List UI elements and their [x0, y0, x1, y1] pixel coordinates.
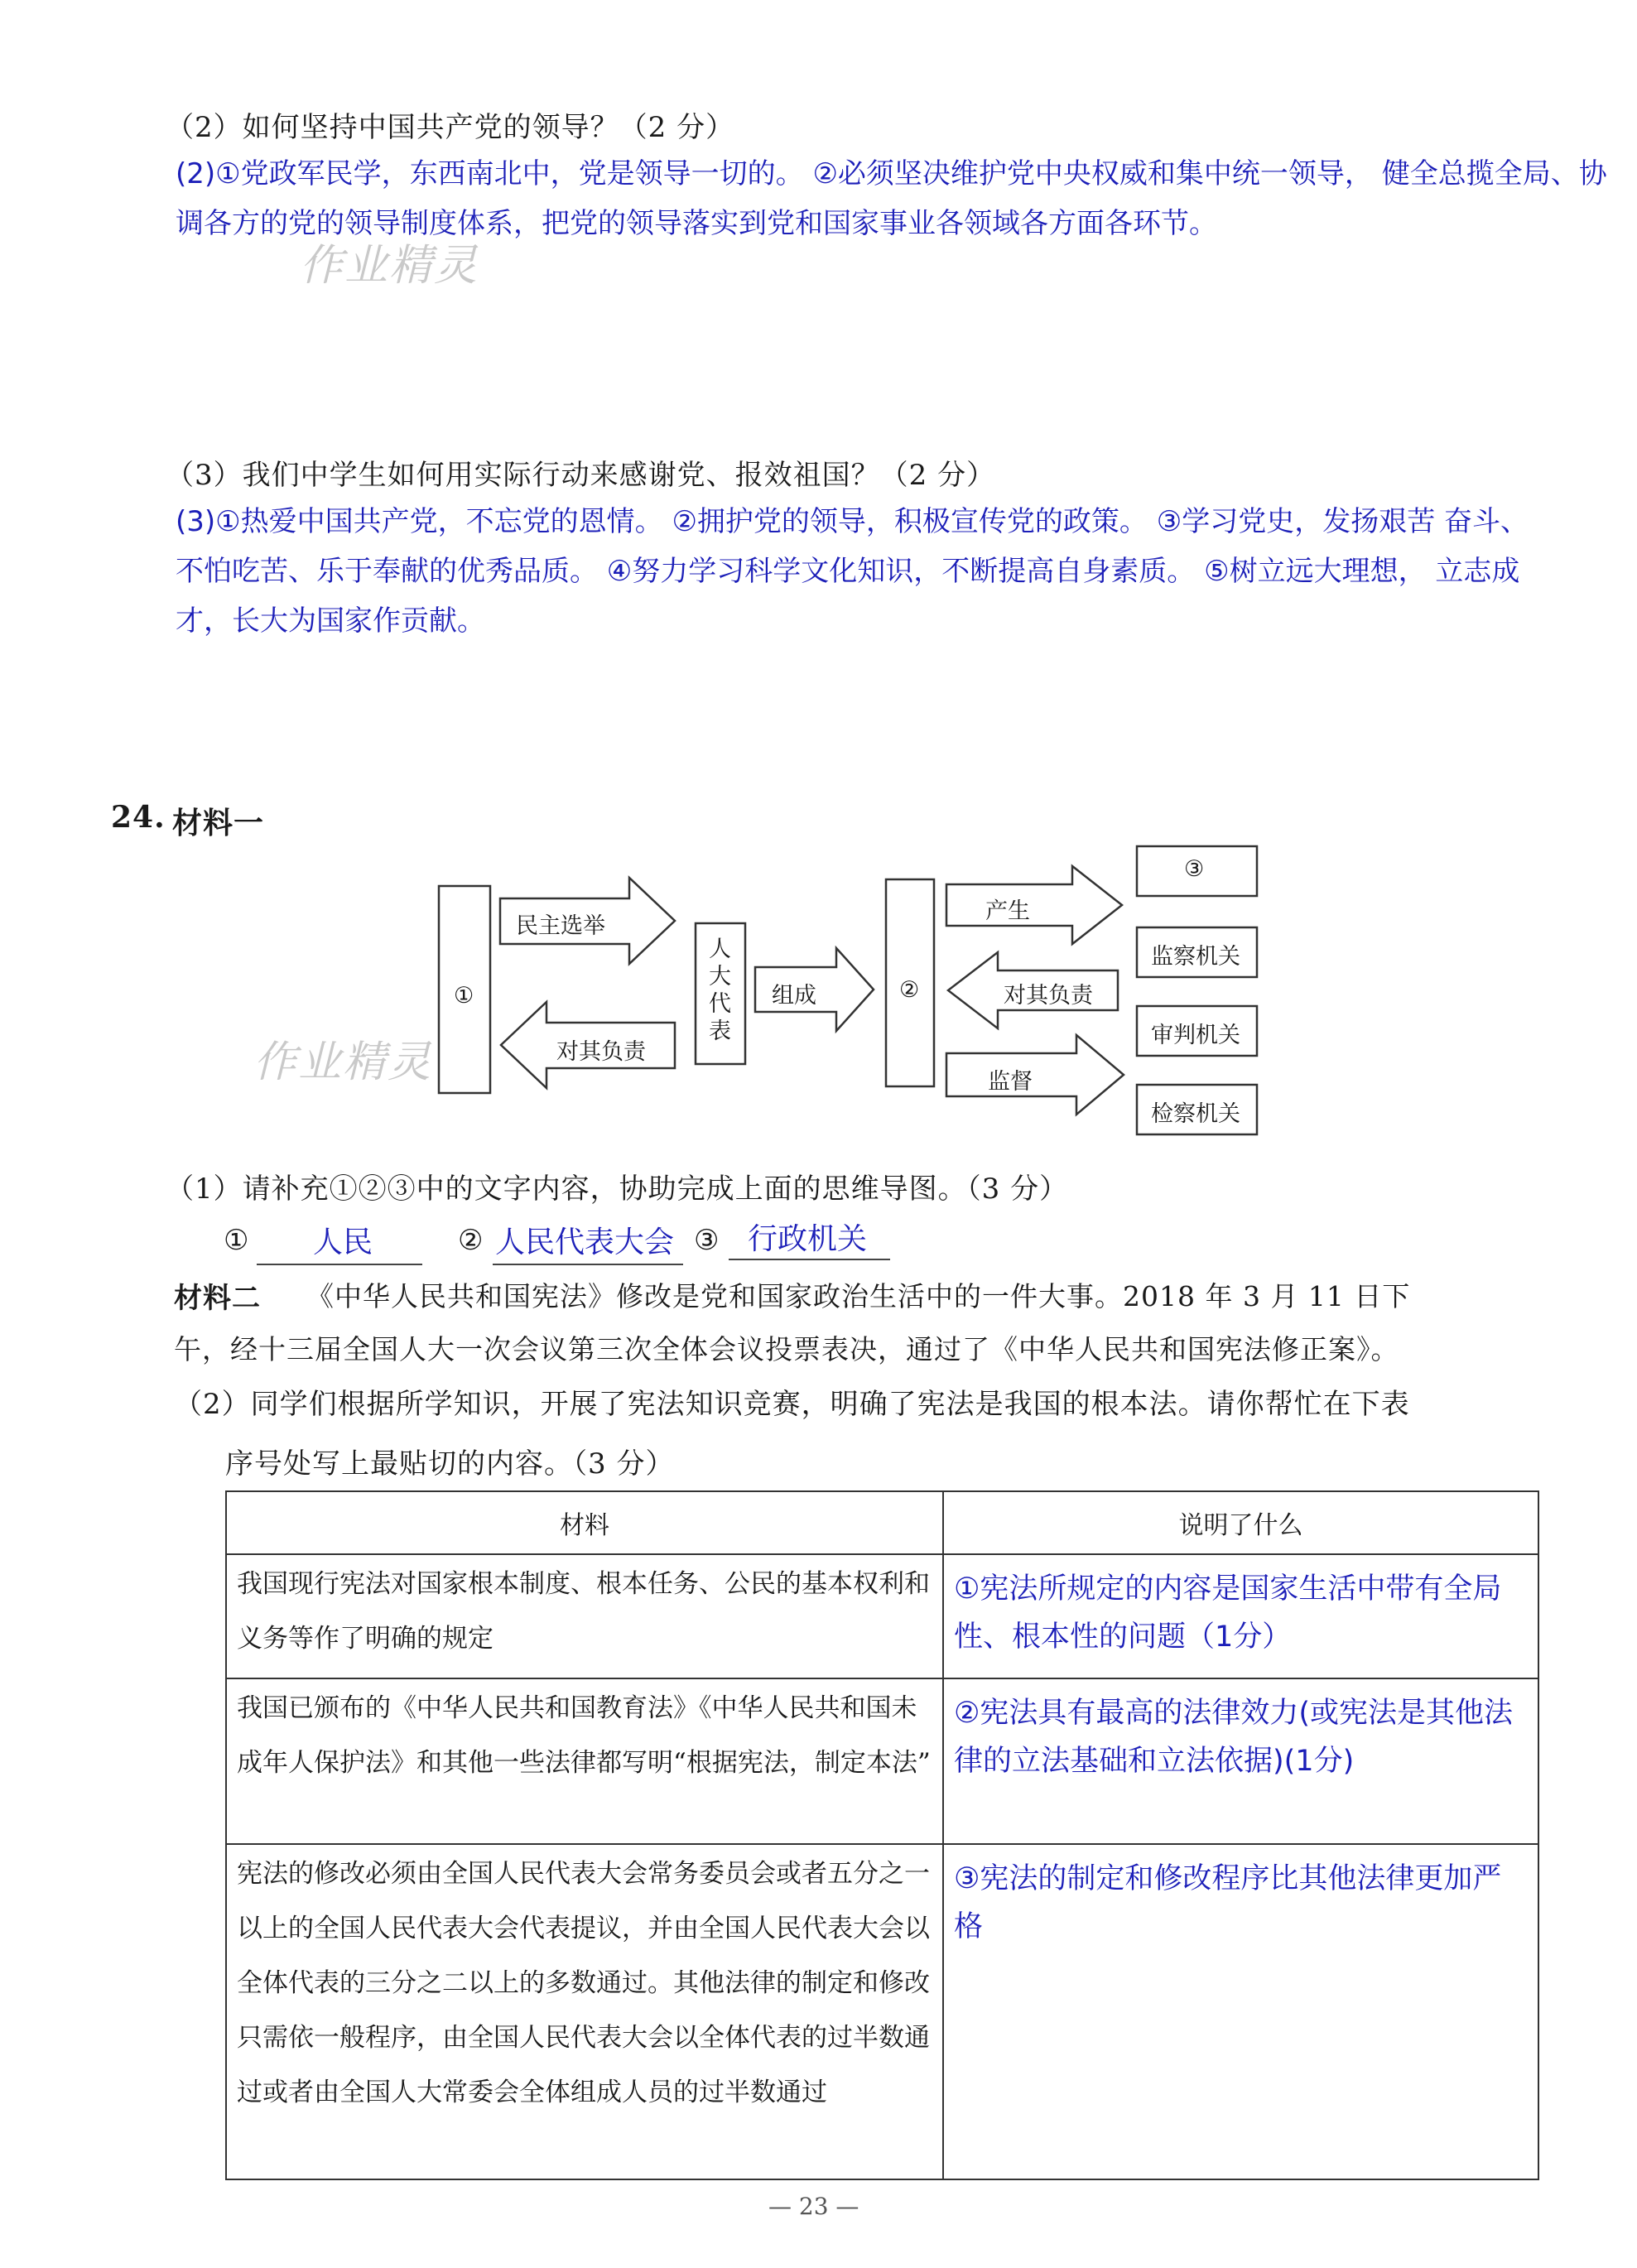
table-row	[226, 1554, 1538, 1678]
table-cell-material: 我国已颁布的《中华人民共和国教育法》《中华人民共和国未成年人保护法》和其他一些法律都写明“根据宪法，制定本法”	[226, 1678, 943, 1844]
table-row	[226, 1844, 1538, 2179]
blank-label-1: ①	[224, 1224, 250, 1257]
arrow-supervise	[946, 1035, 1124, 1115]
blank-label-2: ②	[458, 1224, 484, 1257]
table-cell-answer: ①宪法所规定的内容是国家生活中带有全局性、根本性的问题（1分）	[943, 1554, 1538, 1678]
table-header-row	[226, 1491, 1538, 1554]
supervision-organ-label: 监察机关	[1151, 944, 1240, 970]
table-header-material: 材料	[226, 1491, 943, 1554]
material2-line1: 《中华人民共和国宪法》修改是党和国家政治生活中的一件大事。2018 年 3 月 11 日下	[306, 1280, 1411, 1312]
arrow-responsible-back-label: 对其负责	[556, 1039, 646, 1065]
table-header-meaning: 说明了什么	[943, 1491, 1538, 1554]
blank-answer-3: 行政机关	[748, 1222, 868, 1256]
page-number: — 23 —	[768, 2193, 859, 2220]
table-cell-answer: ③宪法的制定和修改程序比其他法律更加严格	[943, 1844, 1538, 2179]
q2-question: （2）如何坚持中国共产党的领导？（2 分）	[166, 111, 735, 144]
blank-line-2	[493, 1264, 683, 1265]
table-cell-answer: ②宪法具有最高的法律效力(或宪法是其他法律的立法基础和立法依据)(1分)	[943, 1678, 1538, 1844]
q2-answer: (2)①党政军民学，东西南北中，党是领导一切的。 ②必须坚决维护党中央权威和集中统一领导， 健全总揽全局、协调各方的党的领导制度体系，把党的领导落实到党和国家事业各领域各方面各环节。	[176, 157, 1607, 240]
arrow-form-label: 组成	[772, 983, 816, 1009]
q3-answer: (3)①热爱中国共产党，不忘党的恩情。 ②拥护党的领导，积极宣传党的政策。 ③学习党史，发扬艰苦 奋斗、不怕吃苦、乐于奉献的优秀品质。 ④努力学习科学文化知识，不断提高自身素质。 ⑤树立远大理想， 立志成才，长大为国家作贡献。	[176, 505, 1529, 638]
q3-question: （3）我们中学生如何用实际行动来感谢党、报效祖国？（2 分）	[166, 459, 996, 492]
q24-part2-line2: 序号处写上最贴切的内容。（3 分）	[225, 1447, 675, 1481]
blank-label-3: ③	[694, 1224, 720, 1257]
material2-label: 材料二	[174, 1282, 261, 1315]
blank-answer-2: 人民代表大会	[495, 1225, 675, 1259]
material-table	[225, 1490, 1539, 2180]
arrow-supervise-label: 监督	[988, 1069, 1033, 1095]
blank-line-3	[729, 1259, 890, 1260]
procuratorial-organ-label: 检察机关	[1151, 1101, 1240, 1127]
diagram-box-2-label: ②	[899, 977, 920, 1003]
material2-line2: 午，经十三届全国人大一次会议第三次全体会议投票表决，通过了《中华人民共和国宪法修正案》。	[174, 1333, 1399, 1365]
judicial-organ-label: 审判机关	[1151, 1023, 1240, 1048]
table-cell-material: 宪法的修改必须由全国人民代表大会常务委员会或者五分之一以上的全国人民代表大会代表提议，并由全国人民代表大会以全体代表的三分之二以上的多数通过。其他法律的制定和修改只需依一般程序，由全国人民代表大会以全体代表的过半数通过或者由全国人大常委会全体组成人员的过半数通过	[226, 1844, 943, 2179]
watermark-1: 作业精灵	[300, 241, 479, 291]
arrow-responsible-2-label: 对其负责	[1004, 983, 1093, 1009]
q24-number: 24.	[111, 800, 166, 835]
q24-part2-line1: （2）同学们根据所学知识，开展了宪法知识竞赛，明确了宪法是我国的根本法。请你帮忙在下表	[174, 1388, 1410, 1421]
q24-part1-question: （1）请补充①②③中的文字内容，协助完成上面的思维导图。（3 分）	[166, 1173, 1069, 1206]
blank-line-1	[257, 1264, 422, 1265]
diagram-box-3-label: ③	[1184, 856, 1205, 882]
arrow-produce	[946, 866, 1122, 944]
people-rep-label: 人大代表	[709, 937, 731, 1044]
blank-answer-1: 人民	[313, 1225, 373, 1259]
watermark-2: 作业精灵	[253, 1038, 433, 1087]
table-row	[226, 1678, 1538, 1844]
arrow-election-label: 民主选举	[516, 913, 605, 939]
arrow-produce-label: 产生	[985, 898, 1030, 924]
table-cell-material: 我国现行宪法对国家根本制度、根本任务、公民的基本权利和义务等作了明确的规定	[226, 1554, 943, 1678]
diagram-box-1-label: ①	[454, 983, 474, 1009]
q24-heading: 材料一	[172, 806, 265, 840]
